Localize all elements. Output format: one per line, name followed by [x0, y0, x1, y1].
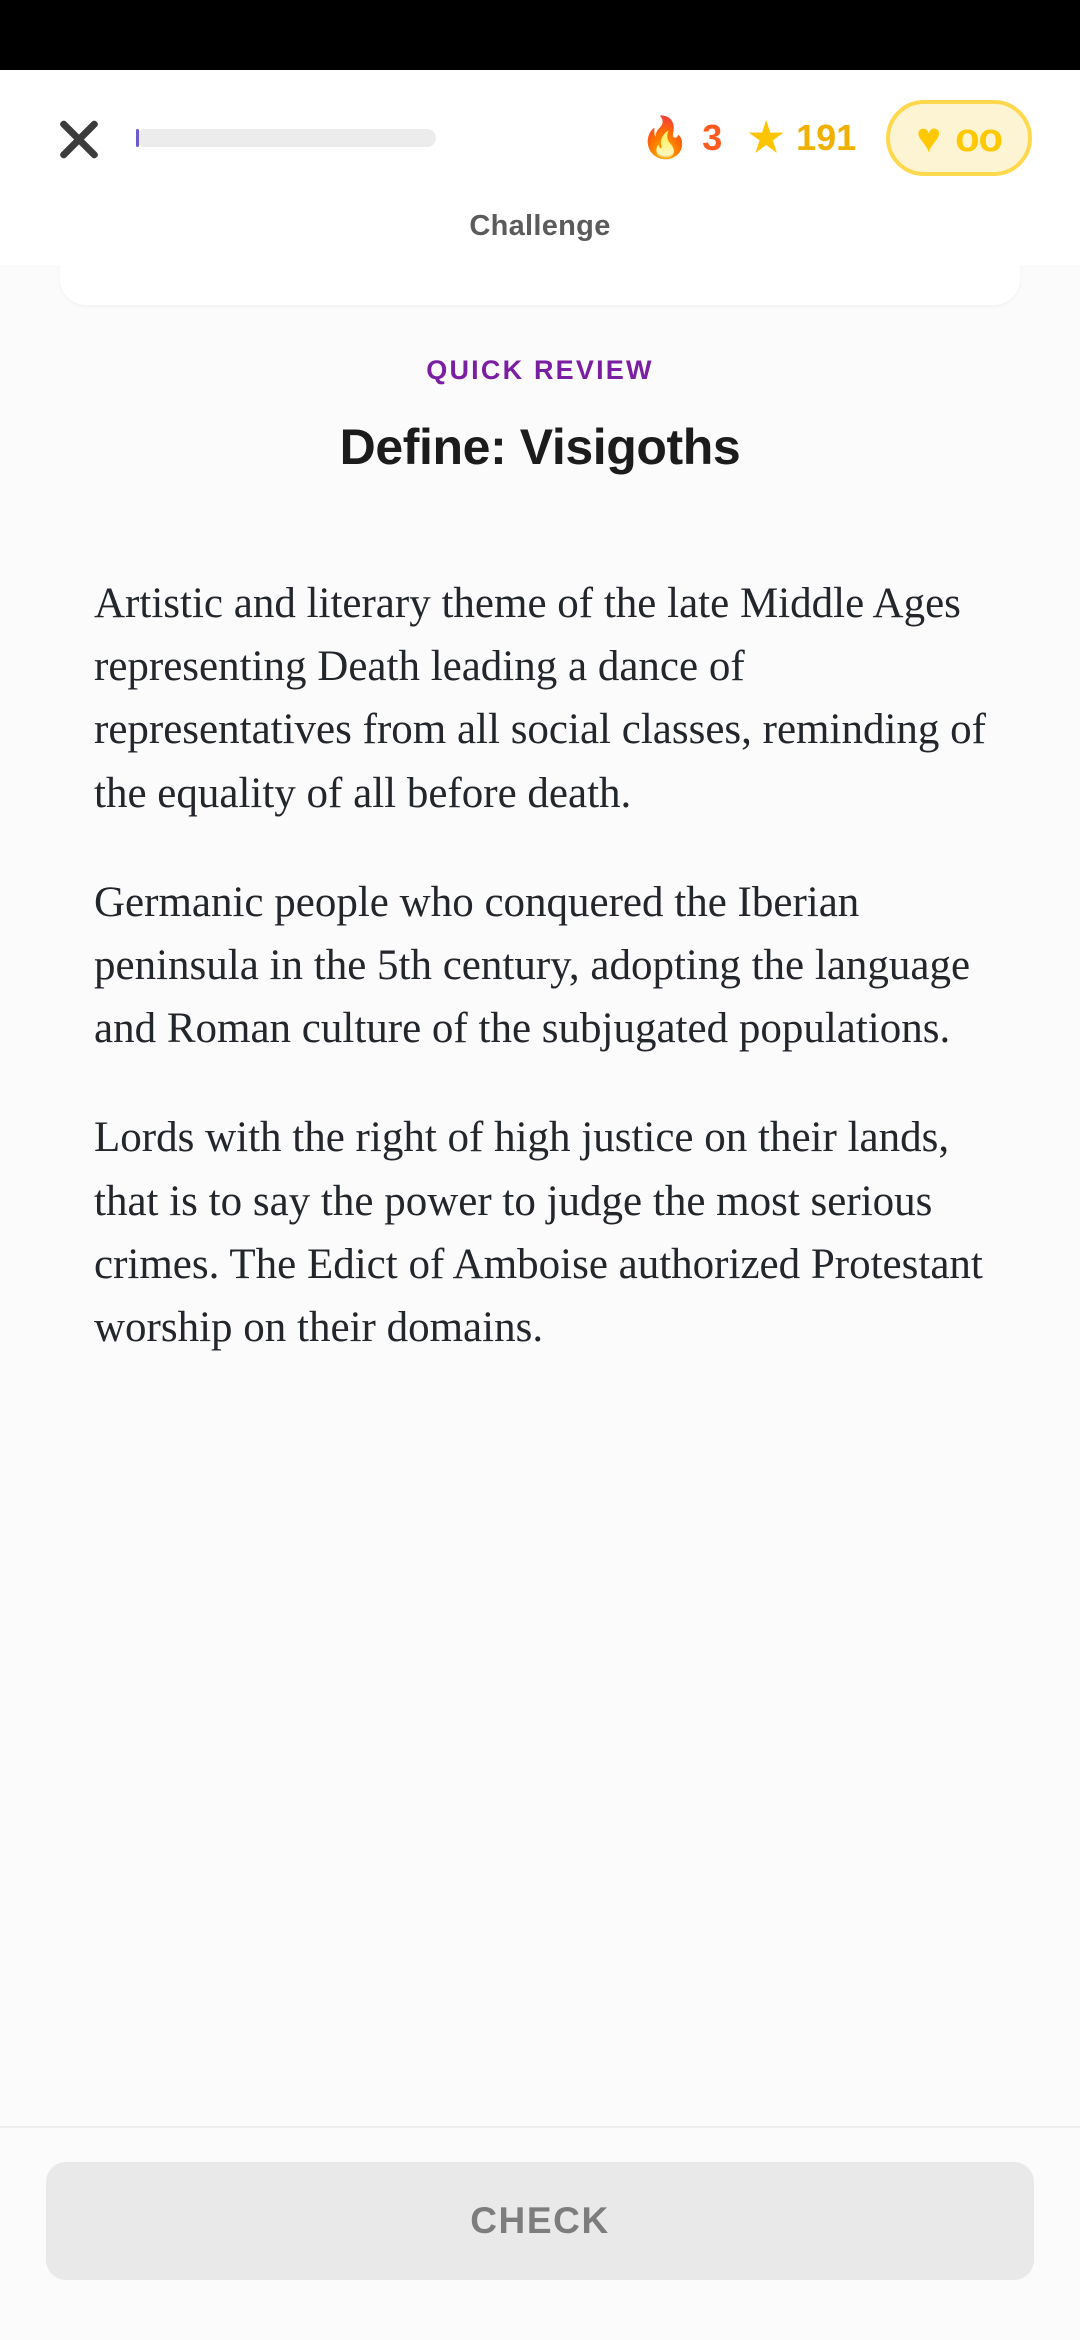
flame-icon: 🔥	[640, 116, 691, 160]
heart-icon: ♥	[916, 114, 942, 161]
star-icon: ★	[748, 116, 785, 160]
lesson-header	[0, 70, 1080, 265]
gems-counter[interactable]	[748, 117, 856, 159]
progress-fill	[136, 129, 139, 147]
streak-count: 3	[702, 117, 723, 158]
infinity-label: oo	[955, 116, 1002, 160]
section-kicker: QUICK REVIEW	[426, 355, 654, 385]
previous-card	[60, 265, 1020, 305]
answer-option-3[interactable]: Lords with the right of high justice on their lands, that is to say the power to judge the most serious crimes. The Edict of Amboise authorized Protestant worship on their domains.	[94, 1114, 983, 1352]
answer-option-2[interactable]: Germanic people who conquered the Iberian peninsula in the 5th century, adopting the language and Roman culture of the subjugated populations.	[94, 878, 971, 1053]
progress-track[interactable]	[136, 129, 436, 147]
page-title: Define: Visigoths	[339, 419, 741, 475]
mode-label: Challenge	[469, 210, 611, 242]
answer-option-1[interactable]: Artistic and literary theme of the late Middle Ages representing Death leading a dance of representatives from all social classes, reminding of the equality of all before death.	[94, 580, 986, 817]
streak-counter[interactable]	[640, 117, 722, 159]
status-bar	[0, 0, 1080, 70]
lesson-content	[0, 265, 1080, 2126]
gems-count: 191	[796, 117, 857, 158]
answer-options	[94, 572, 986, 1359]
hearts-counter[interactable]	[886, 100, 1032, 176]
close-icon[interactable]	[48, 107, 110, 169]
lesson-footer	[0, 2126, 1080, 2340]
progress-bar[interactable]	[136, 129, 588, 147]
header-row	[48, 92, 1032, 184]
check-button[interactable]: CHECK	[46, 2162, 1034, 2280]
review-card	[0, 355, 1080, 1359]
